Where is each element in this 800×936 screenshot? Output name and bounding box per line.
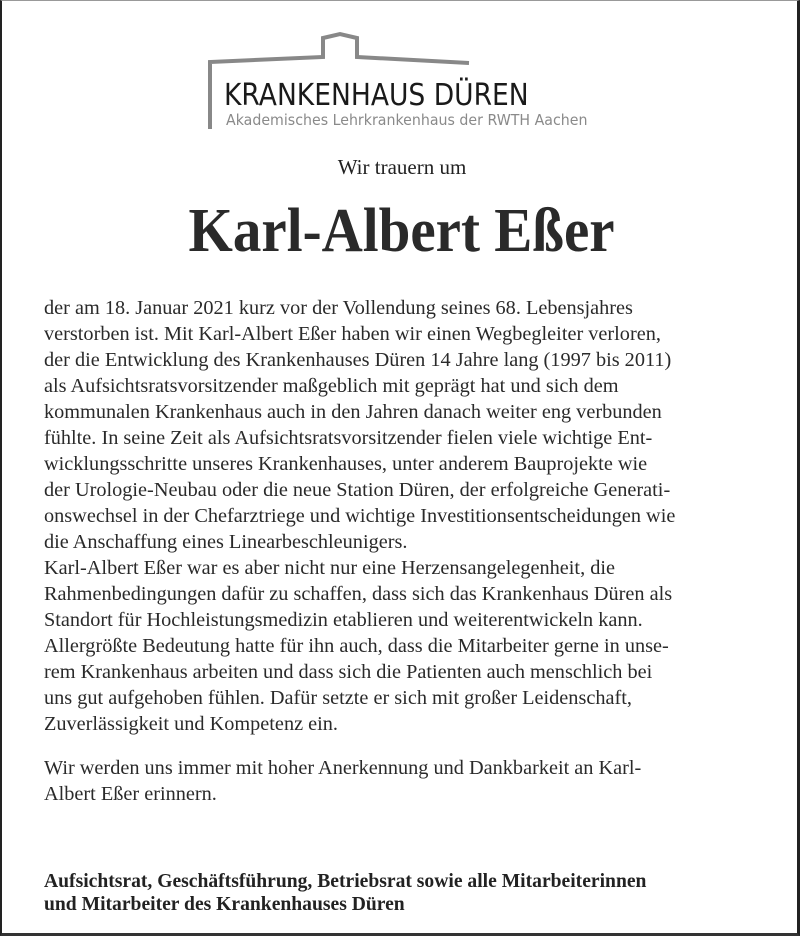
text-line: onswechsel in der Chefarztriege und wichtige Investitionsentscheidungen wie — [44, 505, 676, 527]
text-line: der am 18. Januar 2021 kurz vor der Vollendung seines 68. Lebensjahres — [44, 297, 633, 319]
deceased-name — [2, 193, 800, 269]
text-line: der die Entwicklung des Krankenhauses Düren 14 Jahre lang (1997 bis 2011) — [44, 349, 672, 371]
text-line: Standort für Hochleistungsmedizin etablieren und weiterentwickeln kann. — [44, 609, 643, 631]
signature-line: Aufsichtsrat, Geschäftsführung, Betriebsrat sowie alle Mitarbeiterinnen — [44, 871, 647, 892]
text-line: der Urologie-Neubau oder die neue Station Düren, der erfolgreiche Generati- — [44, 479, 671, 501]
text-line: Allergrößte Bedeutung hatte für ihn auch, dass die Mitarbeiter gerne in unse- — [44, 635, 669, 657]
text-line: Albert Eßer erinnern. — [44, 783, 217, 805]
paragraph-1 — [44, 295, 784, 737]
text-line: Karl-Albert Eßer war es aber nicht nur eine Herzensangelegenheit, die — [44, 557, 615, 579]
text-line: verstorben ist. Mit Karl-Albert Eßer haben wir einen Wegbegleiter verloren, — [44, 323, 661, 345]
signature-line: und Mitarbeiter des Krankenhauses Düren — [44, 894, 405, 915]
text-line: wicklungsschritte unseres Krankenhauses, unter anderem Bauprojekte wie — [44, 453, 648, 475]
obituary-body — [44, 295, 784, 807]
logo-subtitle: Akademisches Lehrkrankenhaus der RWTH Aachen — [226, 111, 588, 129]
text-line: Zuverlässigkeit und Kompetenz ein. — [44, 713, 338, 735]
logo-title: KRANKENHAUS DÜREN — [224, 78, 529, 113]
text-line: uns gut aufgehoben fühlen. Dafür setzte er sich mit großer Leidenschaft, — [44, 687, 632, 709]
text-line: Rahmenbedingungen dafür zu schaffen, dass sich das Krankenhaus Düren als — [44, 583, 673, 605]
text-line: Wir werden uns immer mit hoher Anerkennung und Dankbarkeit an Karl- — [44, 757, 642, 779]
intro-line: Wir trauern um — [337, 155, 467, 179]
text-line: rem Krankenhaus arbeiten und dass sich die Patienten auch menschlich bei — [44, 661, 653, 683]
signature-block — [44, 870, 784, 916]
paragraph-2 — [44, 755, 784, 807]
deceased-name-text: Karl-Albert Eßer — [188, 197, 616, 265]
paragraph-gap — [44, 737, 784, 755]
text-line: als Aufsichtsratsvorsitzender maßgeblich mit geprägt hat und sich dem — [44, 375, 619, 397]
text-line: die Anschaffung eines Linearbeschleunigers. — [44, 531, 408, 553]
text-line: fühlte. In seine Zeit als Aufsichtsratsvorsitzender fielen viele wichtige Ent- — [44, 427, 653, 449]
text-line: kommunalen Krankenhaus auch in den Jahren danach weiter eng verbunden — [44, 401, 662, 423]
